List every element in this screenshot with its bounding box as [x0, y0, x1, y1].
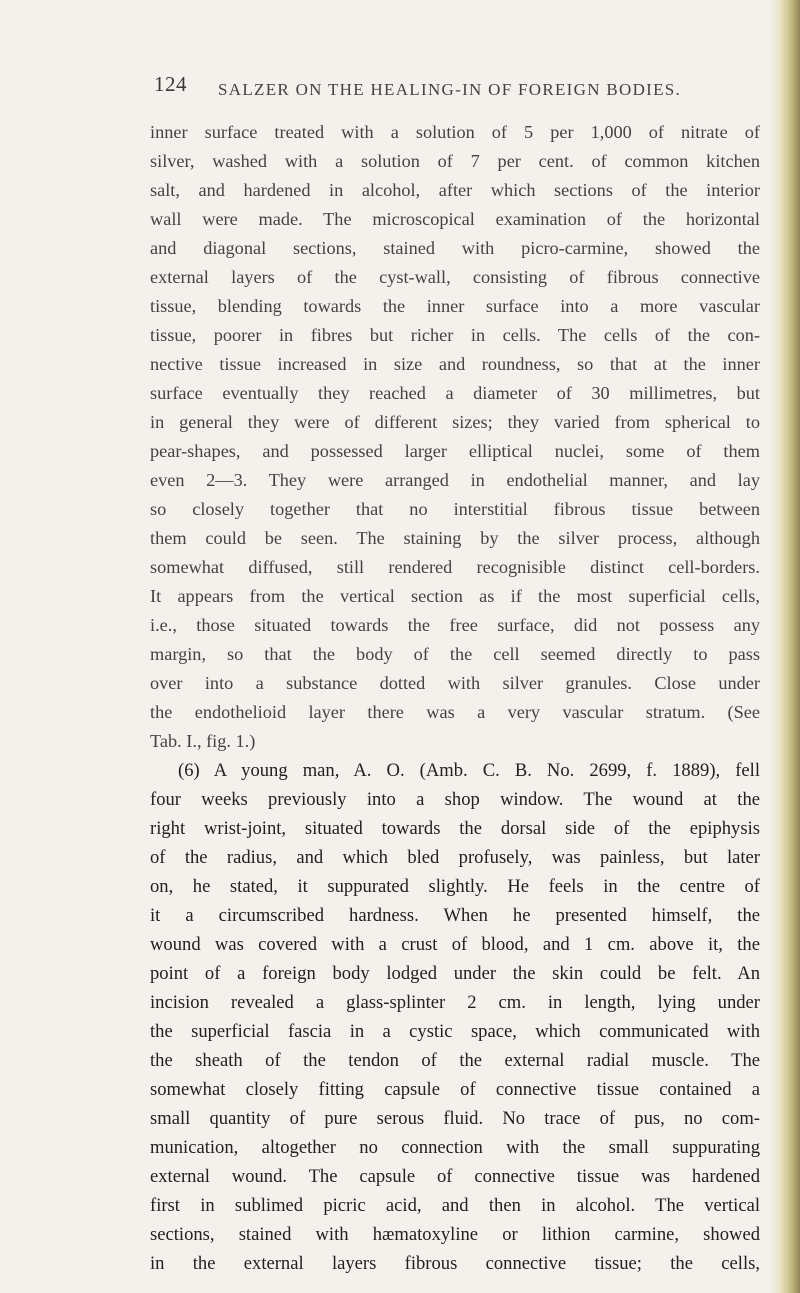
text-line: nective tissue increased in size and roundness, so that at the inner — [150, 354, 760, 374]
text-line: i.e., those situated towards the free surface, did not possess any — [150, 615, 760, 635]
page-header — [154, 72, 764, 104]
text-line: so closely together that no interstitial fibrous tissue between — [150, 499, 760, 519]
body-text — [150, 118, 760, 1278]
text-line: somewhat diffused, still rendered recognisible distinct cell-borders. — [150, 557, 760, 577]
text-line: silver, washed with a solution of 7 per cent. of common kitchen — [150, 151, 760, 171]
text-line: munication, altogether no connection with the small suppurating — [150, 1137, 760, 1158]
page-edge-shadow — [770, 0, 800, 1293]
text-line: the superficial fascia in a cystic space, which communicated with — [150, 1021, 760, 1042]
text-line: them could be seen. The staining by the silver process, although — [150, 528, 760, 548]
text-line: over into a substance dotted with silver granules. Close under — [150, 673, 760, 693]
text-line: small quantity of pure serous fluid. No trace of pus, no com- — [150, 1108, 760, 1129]
text-line: margin, so that the body of the cell seemed directly to pass — [150, 644, 760, 664]
text-line: salt, and hardened in alcohol, after which sections of the interior — [150, 180, 760, 200]
text-line: Tab. I., fig. 1.) — [150, 731, 256, 751]
text-line: in the external layers fibrous connective tissue; the cells, — [150, 1253, 760, 1274]
text-line: external layers of the cyst-wall, consisting of fibrous connective — [150, 267, 760, 287]
text-line: right wrist-joint, situated towards the dorsal side of the epiphysis — [150, 818, 760, 839]
text-line: tissue, blending towards the inner surface into a more vascular — [150, 296, 760, 316]
text-line: It appears from the vertical section as if the most superficial cells, — [150, 586, 760, 606]
text-line: tissue, poorer in fibres but richer in cells. The cells of the con- — [150, 325, 760, 345]
text-line: pear-shapes, and possessed larger elliptical nuclei, some of them — [150, 441, 760, 461]
page-number: 124 — [154, 72, 187, 96]
text-line: it a circumscribed hardness. When he presented himself, the — [150, 905, 760, 926]
running-head: SALZER ON THE HEALING-IN OF FOREIGN BODIES. — [218, 80, 682, 99]
text-line: of the radius, and which bled profusely, was painless, but later — [150, 847, 760, 868]
text-line: (6) A young man, A. O. (Amb. C. B. No. 2699, f. 1889), fell — [178, 760, 760, 781]
text-line: the endothelioid layer there was a very vascular stratum. (See — [150, 702, 760, 722]
text-line: incision revealed a glass-splinter 2 cm. in length, lying under — [150, 992, 760, 1013]
text-line: surface eventually they reached a diameter of 30 millimetres, but — [150, 383, 760, 403]
text-line: the sheath of the tendon of the external radial muscle. The — [150, 1050, 760, 1071]
text-line: in general they were of different sizes; they varied from spherical to — [150, 412, 760, 432]
text-line: inner surface treated with a solution of 5 per 1,000 of nitrate of — [150, 122, 760, 142]
text-line: and diagonal sections, stained with picro-carmine, showed the — [150, 238, 760, 258]
text-line: on, he stated, it suppurated slightly. He feels in the centre of — [150, 876, 760, 897]
text-line: sections, stained with hæmatoxyline or lithion carmine, showed — [150, 1224, 760, 1245]
text-line: wall were made. The microscopical examination of the horizontal — [150, 209, 760, 229]
text-line: somewhat closely fitting capsule of connective tissue contained a — [150, 1079, 760, 1100]
text-line: point of a foreign body lodged under the skin could be felt. An — [150, 963, 760, 984]
text-line: wound was covered with a crust of blood, and 1 cm. above it, the — [150, 934, 760, 955]
text-line: external wound. The capsule of connective tissue was hardened — [150, 1166, 760, 1187]
text-line: first in sublimed picric acid, and then in alcohol. The vertical — [150, 1195, 760, 1216]
text-line: even 2—3. They were arranged in endothelial manner, and lay — [150, 470, 760, 490]
text-line: four weeks previously into a shop window. The wound at the — [150, 789, 760, 810]
